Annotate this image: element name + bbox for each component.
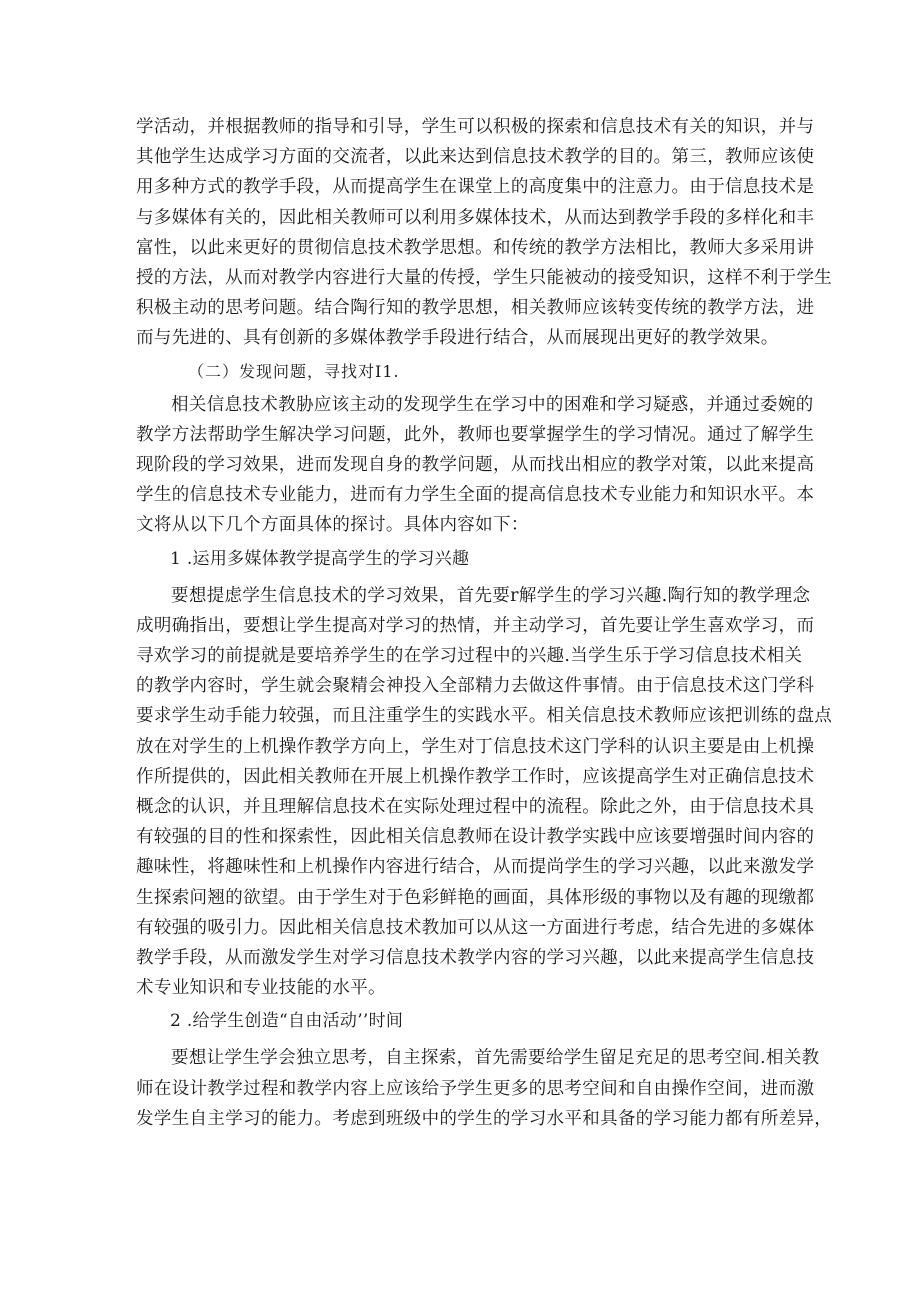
text-line: 用多种方式的教学手段，从而提高学生在课堂上的高度集中的注意力。由于信息技术是 — [136, 177, 815, 198]
text-line: 要求学生动手能力较强，而且注重学生的实践水平。相关信息技术教师应该把训练的盘点 — [136, 706, 833, 727]
text-line: 的教学内容时，学生就会聚精会神投入全部精力去做这件事情。由于信息技术这门学科 — [136, 676, 815, 697]
text-line: 富性，以此来更好的贯彻信息技术教学思想。和传统的教学方法相比，教师大多采用讲 — [136, 237, 815, 258]
text-line: 学生的信息技术专业能力，进而有力学生全面的提高信息技术专业能力和知识水平。本 — [136, 485, 815, 506]
text-line: 趣味性，将趣味性和上机操作内容进行结合，从而提尚学生的学习兴趣，以此来激发学 — [136, 857, 815, 878]
text-line: 要想让学生学会独立思考，自主探索，首先需要给学生留足充足的思考空间.相关教 — [171, 1048, 820, 1069]
paragraph — [136, 1043, 833, 1134]
section-heading: （二）发现问题，寻找对I1. — [188, 361, 400, 381]
document-page — [136, 112, 833, 1134]
paragraph — [136, 112, 833, 354]
text-line: 生探索问翘的欲望。由于学生对于色彩鲜艳的画面，具体形级的事物以及有趣的现缴都 — [136, 887, 815, 908]
subheading: 1 .运用多媒体教学提高学生的学习兴趣 — [170, 548, 470, 569]
text-line: 积极主动的思考问题。结合陶行知的教学思想，相关教师应该转变传统的教学方法，进 — [136, 298, 815, 319]
text-line: 要想提虑学生信息技术的学习效果，首先要r解学生的学习兴趣.陶行知的教学理念 — [171, 585, 811, 606]
text-line: 放在对学生的上机操作教学方向上，学生对丁信息技术这门学科的认识主要是由上机操 — [136, 736, 815, 757]
text-line: 现阶段的学习效果，进而发现自身的教学问题，从而找出相应的教学对策，以此来提高 — [136, 455, 815, 476]
text-line: 有较强的目的性和探索性，因此相关信息教师在设计教学实践中应该要增强时间内容的 — [136, 827, 815, 848]
text-line: 教学手段，从而激发学生对学习信息技术教学内容的学习兴趣，以此来提高学生信息技 — [136, 948, 815, 969]
text-line: 其他学生达成学习方面的交流者，以此来达到信息技术教学的目的。第三，教师应该使 — [136, 147, 815, 168]
text-line: 学活动，并根据教师的指导和引导，学生可以积极的探索和信息技术有关的知识，并与 — [136, 117, 815, 137]
text-line: 文将从以下几个方面具体的探讨。具体内容如下： — [136, 515, 529, 536]
text-line: 相关信息技术教胁应该主动的发现学生在学习中的困难和学习疑惑，并通过委婉的 — [171, 394, 814, 415]
text-line: 教学方法帮助学生解决学习问题，此外，教师也要掌握学生的学习情况。通过了解学生 — [136, 424, 815, 445]
text-line: 有较强的吸引力。因此相关信息技术教加可以从这一方面进行考虑，结合先进的多媒体 — [136, 917, 815, 938]
text-line: 概念的认识，并且理解信息技术在实际处理过程中的流程。除此之外，由于信息技术具 — [136, 797, 815, 818]
paragraph — [136, 581, 833, 1004]
text-line: 发学生自主学习的能力。考虑到班级中的学生的学习水平和具备的学习能力都有所差异， — [136, 1108, 833, 1129]
text-line: 寻欢学习的前提就是要培养学生的在学习过程中的兴趣.当学生乐于学习信息技术相关 — [136, 646, 803, 667]
text-line: 授的方法，从而对教学内容进行大量的传授，学生只能被动的接受知识，这样不利于学生 — [136, 268, 833, 289]
text-line: 与多媒体有关的，因此相关教师可以利用多媒体技术，从而达到教学手段的多样化和丰 — [136, 207, 815, 228]
text-line: 术专业知识和专业技能的水平。 — [136, 978, 386, 999]
paragraph — [136, 390, 815, 541]
text-line: 作所提供的，因此相关教师在开展上机操作教学工作时，应该提高学生对正确信息技术 — [136, 766, 815, 787]
text-line: 而与先进的、具有创新的多媒体教学手段进行结合，从而展现出更好的教学效果。 — [136, 328, 779, 349]
text-line: 师在设计教学过程和教学内容上应该给予学生更多的思考空间和自由操作空间，进而激 — [136, 1078, 815, 1099]
text-line: 成明确指出，要想让学生提高对学习的热情，并主动学习，首先要让学生喜欢学习，而 — [136, 615, 815, 636]
subheading: 2 .给学生创造“自由活动’’时间 — [170, 1011, 404, 1032]
